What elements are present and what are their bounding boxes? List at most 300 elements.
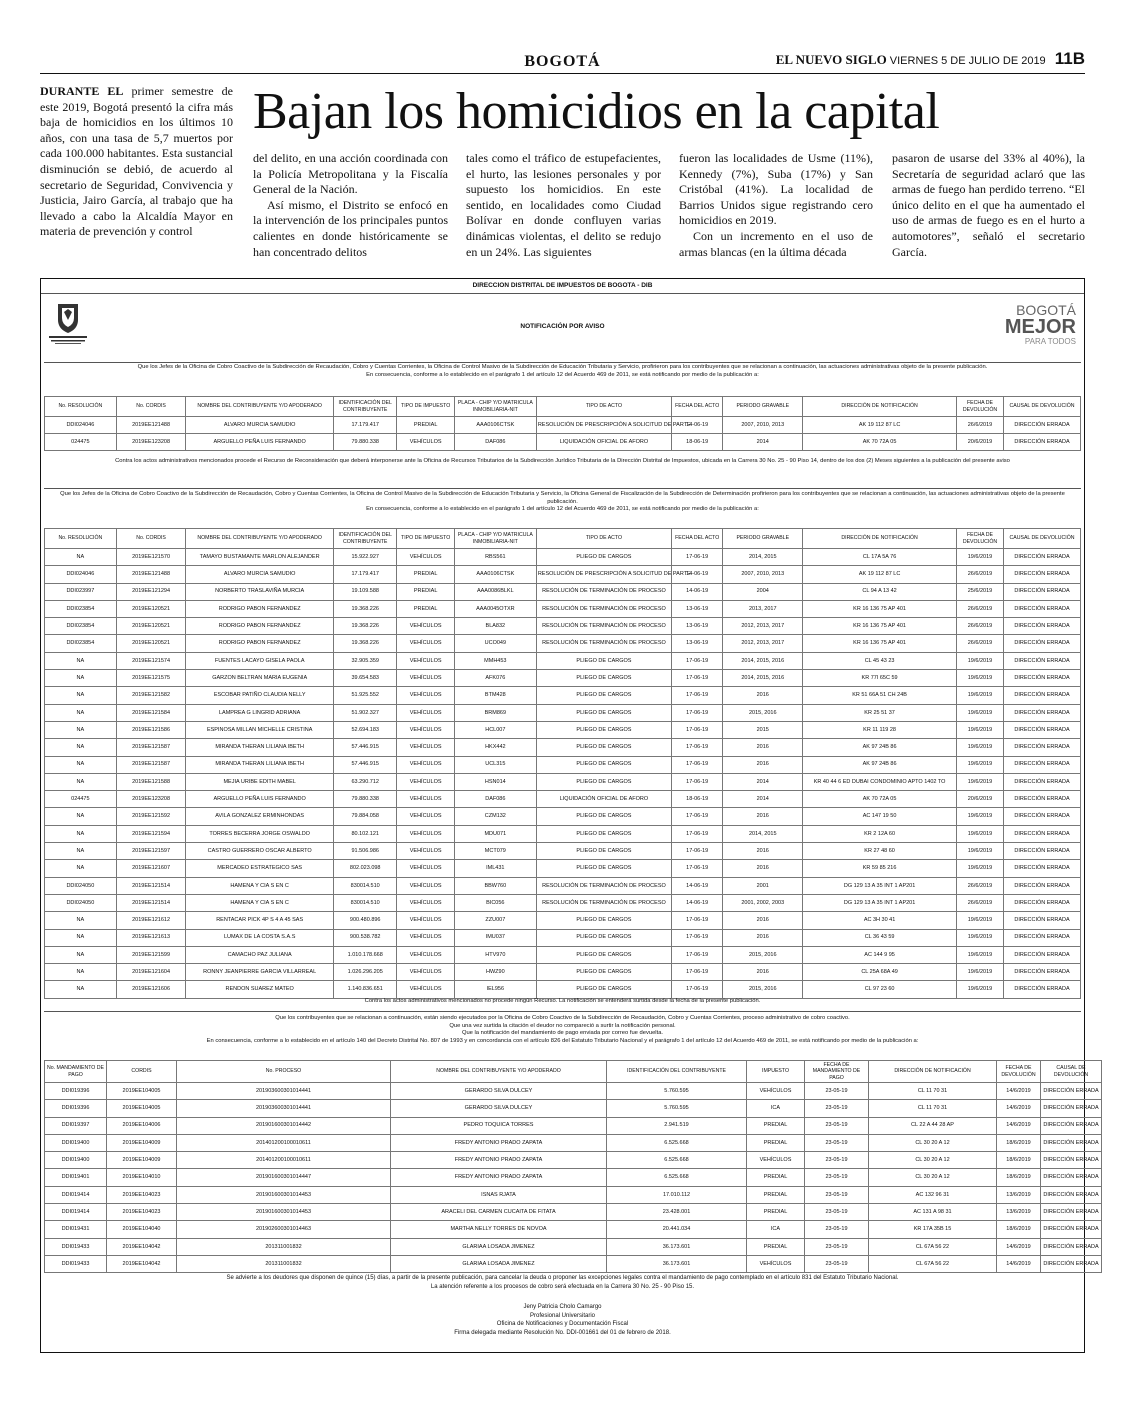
table-cell: PLIEGO DE CARGOS: [536, 929, 671, 946]
logo-line-1: BOGOTÁ: [1016, 302, 1076, 318]
table-cell: 2014: [723, 791, 803, 808]
table-cell: VEHÍCULOS: [397, 929, 454, 946]
table-cell: HTV970: [454, 946, 536, 963]
table-cell: 51.902.327: [333, 704, 397, 721]
table-cell: DIRECCIÓN ERRADA: [1004, 739, 1081, 756]
table-cell: NA: [45, 929, 117, 946]
table-cell: 2016: [723, 860, 803, 877]
table-cell: 2016: [723, 739, 803, 756]
table-cell: PEDRO TOQUICA TORRES: [391, 1117, 607, 1134]
table-cell: DIRECCIÓN ERRADA: [1004, 912, 1081, 929]
table-cell: 6.525.668: [607, 1134, 747, 1151]
table-cell: 18/6/2019: [997, 1152, 1041, 1169]
table-cell: 23-05-19: [805, 1204, 869, 1221]
table-cell: DIRECCIÓN ERRADA: [1041, 1221, 1102, 1238]
table-cell: 23-05-19: [805, 1238, 869, 1255]
paper-name: EL NUEVO SIGLO: [775, 52, 887, 67]
table-cell: 20.441.034: [607, 1221, 747, 1238]
footer-1: Se advierte a los deudores que disponen de quince (15) días, a partir de la presente publicación, para cancelar la deuda o proponer las excepciones legales contra el mandamiento de pago contemplado en el artículo 831 del Estatuto Tributario Nacional.: [226, 1275, 899, 1281]
table-cell: VEHÍCULOS: [397, 808, 454, 825]
table-cell: PLIEGO DE CARGOS: [536, 808, 671, 825]
table-cell: DIRECCIÓN ERRADA: [1041, 1255, 1102, 1272]
table-cell: DIRECCIÓN ERRADA: [1004, 964, 1081, 981]
article-col-4: [679, 151, 873, 260]
table-cell: 18/6/2019: [997, 1169, 1041, 1186]
table-cell: RODRIGO PABON FERNANDEZ: [186, 618, 334, 635]
table-cell: AFK076: [454, 670, 536, 687]
column-header: IMPUESTO: [747, 1061, 805, 1083]
table-cell: VEHÍCULOS: [397, 843, 454, 860]
table-cell: VEHÍCULOS: [397, 687, 454, 704]
table-cell: CAMACHO PAZ JULIANA: [186, 946, 334, 963]
table-cell: DIRECCIÓN ERRADA: [1004, 825, 1081, 842]
table-row: [45, 704, 1081, 721]
table-cell: RODRIGO PABON FERNANDEZ: [186, 635, 334, 652]
table-cell: DIRECCIÓN ERRADA: [1041, 1238, 1102, 1255]
table-cell: 2016: [723, 912, 803, 929]
table-cell: 2019EE120521: [116, 600, 186, 617]
column-header: NOMBRE DEL CONTRIBUYENTE Y/O APODERADO: [391, 1061, 607, 1083]
table-cell: 17-06-19: [672, 549, 723, 566]
table-cell: RESOLUCIÓN DE PRESCRIPCIÓN A SOLICITUD DE PARTE: [536, 566, 671, 583]
table-cell: 2007, 2010, 2013: [723, 417, 803, 434]
table-cell: KR 77I 65C 59: [803, 670, 957, 687]
table-cell: CZM132: [454, 808, 536, 825]
table-cell: 2019EE104006: [107, 1117, 177, 1134]
table-cell: DDI024050: [45, 877, 117, 894]
table-cell: KR 40 44 6 ED DUBAI CONDOMINIO APTO 1402 TO: [803, 773, 957, 790]
table-cell: 14-06-19: [672, 583, 723, 600]
signature-block: [41, 1303, 1084, 1337]
table-cell: FREDY ANTONIO PRADO ZAPATA: [391, 1169, 607, 1186]
table-cell: ARACELI DEL CARMEN CUCAITA DE FITATA: [391, 1204, 607, 1221]
table-cell: 2013, 2017: [723, 600, 803, 617]
table-cell: PLIEGO DE CARGOS: [536, 549, 671, 566]
table-cell: 19/6/2019: [956, 964, 1003, 981]
table-cell: 17-06-19: [672, 860, 723, 877]
table-cell: 1.140.836.651: [333, 981, 397, 998]
table-cell: RONNY JEANPIERRE GARCIA VILLARREAL: [186, 964, 334, 981]
table-cell: DIRECCIÓN ERRADA: [1041, 1100, 1102, 1117]
col2-p1: del delito, en una acción coordinada con la Policía Metropolitana y la Fiscalía General de la Nación.: [253, 151, 448, 197]
table-cell: PLIEGO DE CARGOS: [536, 704, 671, 721]
table-cell: DDI023854: [45, 635, 117, 652]
intro-2: [45, 491, 1080, 514]
table-cell: CASTRO GUERRERO OSCAR ALBERTO: [186, 843, 334, 860]
table-cell: 6.525.668: [607, 1169, 747, 1186]
table-cell: AC 144 9 95: [803, 946, 957, 963]
table-cell: VEHÍCULOS: [747, 1152, 805, 1169]
table-row: [45, 877, 1081, 894]
table-cell: UCL315: [454, 756, 536, 773]
table-cell: PREDIAL: [747, 1204, 805, 1221]
table-cell: 23-05-19: [805, 1169, 869, 1186]
table-cell: DDI019431: [45, 1221, 107, 1238]
table-cell: 2014: [723, 434, 803, 451]
table-cell: 19/6/2019: [956, 652, 1003, 669]
column-header: PLACA - CHIP Y/O MATRICULA INMOBILIARIA-NIT: [454, 397, 536, 417]
table-row: [45, 1238, 1102, 1255]
table-cell: 57.446.915: [333, 756, 397, 773]
column-header: FECHA DEL ACTO: [672, 397, 723, 417]
table-cell: CL 25A 68A 49: [803, 964, 957, 981]
table-row: [45, 946, 1081, 963]
column-header: PERIODO GRAVABLE: [723, 529, 803, 549]
table-cell: IEL956: [454, 981, 536, 998]
table-cell: PREDIAL: [747, 1117, 805, 1134]
table-cell: FREDY ANTONIO PRADO ZAPATA: [391, 1152, 607, 1169]
column-header: NOMBRE DEL CONTRIBUYENTE Y/O APODERADO: [186, 529, 334, 549]
table-cell: PREDIAL: [397, 566, 454, 583]
column-header: DIRECCIÓN DE NOTIFICACIÓN: [803, 529, 957, 549]
table-mandamientos: [44, 1060, 1102, 1273]
table-cell: DIRECCIÓN ERRADA: [1004, 549, 1081, 566]
table-cell: 2019EE121514: [116, 894, 186, 911]
table-cell: 6.525.668: [607, 1152, 747, 1169]
intro-3a-text: Que los contribuyentes que se relacionan a continuación, están siendo ejecutados por la Oficina de Cobro Coactivo de la Subdirección de Recaudación, Cobro y Cuentas Corrientes, proceso administrativo de cobro coactivo.: [275, 1015, 850, 1021]
divider: [44, 362, 1081, 363]
table-cell: FUENTES LACAYO GISELA PAOLA: [186, 652, 334, 669]
table-cell: CL 30 20 A 12: [869, 1134, 997, 1151]
table-row: [45, 825, 1081, 842]
table-cell: VEHÍCULOS: [397, 894, 454, 911]
table-cell: VEHÍCULOS: [397, 877, 454, 894]
table-cell: PREDIAL: [747, 1169, 805, 1186]
table-cell: 17-06-19: [672, 670, 723, 687]
col5-text: pasaron de usarse del 33% al 40%), la Secretaría de seguridad aclaró que las armas de fuego han perdido terreno. “El único delito en el que ha aumentado el uso de armas de fuego es en el hurto a automotores”, señaló el secretario García.: [892, 151, 1085, 259]
column-header: No. CORDIS: [116, 397, 186, 417]
column-header: IDENTIFICACIÓN DEL CONTRIBUYENTE: [333, 529, 397, 549]
table-cell: AK 97 24B 86: [803, 756, 957, 773]
table-cell: VEHÍCULOS: [747, 1083, 805, 1100]
table-cell: 201903600301014441: [177, 1100, 391, 1117]
table-cell: 5.760.595: [607, 1083, 747, 1100]
table-row: [45, 635, 1081, 652]
table-cell: KR 16 136 75 AP 401: [803, 600, 957, 617]
table-cell: 2016: [723, 808, 803, 825]
table-cell: PREDIAL: [747, 1186, 805, 1203]
table-cell: VEHÍCULOS: [397, 912, 454, 929]
table-cell: HWZ90: [454, 964, 536, 981]
table-cell: RBS561: [454, 549, 536, 566]
table-cell: 18-06-19: [672, 791, 723, 808]
table-cell: 17-06-19: [672, 912, 723, 929]
table-cell: CL 94 A 13 42: [803, 583, 957, 600]
column-header: TIPO DE IMPUESTO: [397, 529, 454, 549]
table-cell: 2019EE121612: [116, 912, 186, 929]
table-cell: PREDIAL: [397, 417, 454, 434]
table-cell: 2019EE104010: [107, 1169, 177, 1186]
table-cell: DIRECCIÓN ERRADA: [1004, 566, 1081, 583]
table-row: [45, 1255, 1102, 1272]
headline: Bajan los homicidios en la capital: [253, 83, 940, 140]
conseq-2-text: En consecuencia, conforme a lo establecido en el parágrafo 1 del artículo 12 del Acuerdo 469 de 2011, se está notificando por medio de la publicación a:: [366, 506, 759, 512]
table-row: [45, 1100, 1102, 1117]
table-cell: MMH453: [454, 652, 536, 669]
table-cell: 2019EE104042: [107, 1238, 177, 1255]
table-cell: PLIEGO DE CARGOS: [536, 670, 671, 687]
table-cell: 26/6/2019: [956, 877, 1003, 894]
table-cell: NA: [45, 652, 117, 669]
table-cell: RESOLUCIÓN DE TERMINACIÓN DE PROCESO: [536, 635, 671, 652]
table-cell: AC 147 19 50: [803, 808, 957, 825]
table-cell: NA: [45, 964, 117, 981]
table-cell: 802.023.098: [333, 860, 397, 877]
table-row: [45, 1221, 1102, 1238]
table-cell: CL 67A 56 22: [869, 1238, 997, 1255]
table-cell: DIRECCIÓN ERRADA: [1004, 929, 1081, 946]
table-cell: AAA0106CTSK: [454, 417, 536, 434]
table-row: [45, 1117, 1102, 1134]
table-cell: DG 129 13 A 35 INT 1 AP201: [803, 894, 957, 911]
table-cell: 15.922.927: [333, 549, 397, 566]
table-cell: 2019EE121582: [116, 687, 186, 704]
table-cell: 13-06-19: [672, 635, 723, 652]
table-cell: 17-06-19: [672, 773, 723, 790]
table-cell: NA: [45, 825, 117, 842]
table-cell: 13-06-19: [672, 618, 723, 635]
table-cell: AK 70 72A 05: [803, 791, 957, 808]
table-cell: 2004: [723, 583, 803, 600]
intro-3: [45, 1015, 1080, 1045]
table-cell: 2019EE121584: [116, 704, 186, 721]
footer-2: La atención referente a los procesos de cobro será efectuada en la Carrera 30 No. 25 - 90 Piso 15.: [430, 1283, 695, 1290]
footer-notes: [41, 1274, 1084, 1291]
table-cell: 26/6/2019: [956, 566, 1003, 583]
table-cell: MIRANDA THERAN LILIANA IBETH: [186, 756, 334, 773]
column-header: FECHA DE DEVOLUCIÓN: [956, 529, 1003, 549]
table-cell: 2019EE120521: [116, 618, 186, 635]
table-cell: 2019EE123208: [116, 434, 186, 451]
table-cell: VEHÍCULOS: [397, 635, 454, 652]
intro-2-text: Que los Jefes de la Oficina de Cobro Coactivo de la Subdirección de Recaudación, Cobro y Cuentas Corrientes, la Oficina de Control Masivo de la Subdirección de Educación Tributaria y Servicio, la Oficina General de Fiscalización de la Subdirección de Determinación profirieron para los contribuyentes que se relacionan a continuación, las actuaciones administrativas objeto de la presente publicación.: [60, 491, 1065, 505]
table-cell: VEHÍCULOS: [397, 791, 454, 808]
table-cell: 19.368.226: [333, 600, 397, 617]
table-acts-2: [44, 528, 1081, 999]
table-cell: 80.102.121: [333, 825, 397, 842]
table-cell: ZZU007: [454, 912, 536, 929]
table-cell: 2019EE121592: [116, 808, 186, 825]
table-cell: MDU071: [454, 825, 536, 842]
table-cell: 2019EE121488: [116, 566, 186, 583]
table-cell: ESPINOSA MILLAN MICHELLE CRISTINA: [186, 721, 334, 738]
table-cell: 18-06-19: [672, 434, 723, 451]
table-row: [45, 1134, 1102, 1151]
table-cell: 14/6/2019: [997, 1083, 1041, 1100]
table-cell: ESCOBAR PATIÑO CLAUDIA NELLY: [186, 687, 334, 704]
table-cell: RENTACAR PICK 4P S 4 A 45 SAS: [186, 912, 334, 929]
table-cell: RESOLUCIÓN DE TERMINACIÓN DE PROCESO: [536, 894, 671, 911]
table-cell: ICA: [747, 1100, 805, 1117]
table-cell: CL 11 70 31: [869, 1100, 997, 1117]
table-cell: PREDIAL: [747, 1134, 805, 1151]
table-row: [45, 549, 1081, 566]
table-cell: 14-06-19: [672, 877, 723, 894]
column-header: No. PROCESO: [177, 1061, 391, 1083]
table-cell: DDI019414: [45, 1186, 107, 1203]
table-cell: 2014, 2015, 2016: [723, 670, 803, 687]
table-cell: 17-06-19: [672, 739, 723, 756]
table-cell: DDI024046: [45, 566, 117, 583]
table-cell: NA: [45, 860, 117, 877]
signer-office: Oficina de Notificaciones y Documentación Fiscal: [496, 1321, 629, 1327]
table-cell: DIRECCIÓN ERRADA: [1004, 981, 1081, 998]
table-cell: 2007, 2010, 2013: [723, 566, 803, 583]
table-cell: DIRECCIÓN ERRADA: [1004, 670, 1081, 687]
table-cell: 2014, 2015, 2016: [723, 652, 803, 669]
table-cell: 23-05-19: [805, 1134, 869, 1151]
table-cell: 17-06-19: [672, 825, 723, 842]
table-cell: 19/6/2019: [956, 549, 1003, 566]
table-cell: 2015, 2016: [723, 704, 803, 721]
table-cell: 2015, 2016: [723, 946, 803, 963]
table-row: [45, 566, 1081, 583]
table-cell: RESOLUCIÓN DE PRESCRIPCIÓN A SOLICITUD DE PARTE: [536, 417, 671, 434]
table-cell: 23-05-19: [805, 1255, 869, 1272]
table-cell: DIRECCIÓN ERRADA: [1004, 946, 1081, 963]
table-cell: PLIEGO DE CARGOS: [536, 912, 671, 929]
table-cell: LUMAX DE LA COSTA S.A.S: [186, 929, 334, 946]
table-cell: 2019EE121294: [116, 583, 186, 600]
table-cell: 2019EE121607: [116, 860, 186, 877]
table-cell: LAMPREA G LINGRID ADRIANA: [186, 704, 334, 721]
table-cell: 19/6/2019: [956, 860, 1003, 877]
table-cell: AC 3H 30 41: [803, 912, 957, 929]
table-cell: 17-06-19: [672, 704, 723, 721]
table-cell: DIRECCIÓN ERRADA: [1004, 652, 1081, 669]
article-col-5: [892, 151, 1085, 260]
table-cell: 17-06-19: [672, 843, 723, 860]
table-cell: 2019EE121604: [116, 964, 186, 981]
table-cell: 2019EE104040: [107, 1221, 177, 1238]
table-cell: 19/6/2019: [956, 808, 1003, 825]
col2-p2: Así mismo, el Distrito se enfocó en la intervención de los principales puntos calientes en donde históricamente se han concentrado delitos: [253, 197, 448, 259]
table-cell: 20/6/2019: [956, 434, 1003, 451]
column-header: FECHA DEL ACTO: [672, 529, 723, 549]
table-cell: 23-05-19: [805, 1152, 869, 1169]
table-cell: AK 19 112 87 LC: [803, 417, 957, 434]
table-cell: KR 17A 35B 15: [869, 1221, 997, 1238]
table-cell: IMU037: [454, 929, 536, 946]
divider: [44, 488, 1081, 489]
column-header: PLACA - CHIP Y/O MATRICULA INMOBILIARIA-NIT: [454, 529, 536, 549]
notice-header: DIRECCION DISTRITAL DE IMPUESTOS DE BOGOTA - DIB: [41, 279, 1084, 294]
table-cell: 830014.510: [333, 877, 397, 894]
table-header-row: [45, 529, 1081, 549]
table-cell: 2019EE121574: [116, 652, 186, 669]
table-cell: VEHÍCULOS: [397, 549, 454, 566]
table-cell: 19.109.588: [333, 583, 397, 600]
table-cell: PLIEGO DE CARGOS: [536, 825, 671, 842]
table-row: [45, 417, 1081, 434]
intro-1-text: Que los Jefes de la Oficina de Cobro Coactivo de la Subdirección de Recaudación, Cobro y Cuentas Corrientes, la Oficina de Control Masivo de la Subdirección de Educación Tributaria y Servicio, profirieron para los contribuyentes que se relacionan a continuación, las actuaciones administrativas objeto de la presente publicación.: [137, 364, 988, 370]
table-cell: CL 30 20 A 12: [869, 1152, 997, 1169]
col3-text: tales como el tráfico de estupefacientes, el hurto, las lesiones personales y por supuesto los homicidios. En este sentido, en localidades como Ciudad Bolívar en donde confluyen varias dinámicas violentas, el delito se redujo en un 24%. Las siguientes: [466, 151, 661, 259]
table-cell: FREDY ANTONIO PRADO ZAPATA: [391, 1134, 607, 1151]
table-cell: VEHÍCULOS: [397, 773, 454, 790]
table-cell: PLIEGO DE CARGOS: [536, 739, 671, 756]
table-cell: 2019EE120521: [116, 635, 186, 652]
table-cell: AAA0106CTSK: [454, 566, 536, 583]
column-header: DIRECCIÓN DE NOTIFICACIÓN: [869, 1061, 997, 1083]
table-cell: NA: [45, 721, 117, 738]
column-header: TIPO DE ACTO: [536, 529, 671, 549]
table-row: [45, 687, 1081, 704]
table-cell: PLIEGO DE CARGOS: [536, 843, 671, 860]
table-cell: 23-05-19: [805, 1186, 869, 1203]
table-cell: DDI019401: [45, 1169, 107, 1186]
table-row: [45, 1186, 1102, 1203]
table-cell: VEHÍCULOS: [397, 434, 454, 451]
table-cell: DIRECCIÓN ERRADA: [1041, 1204, 1102, 1221]
table-cell: DDI023854: [45, 600, 117, 617]
column-header: CAUSAL DE DEVOLUCIÓN: [1041, 1061, 1102, 1083]
table-cell: DIRECCIÓN ERRADA: [1004, 773, 1081, 790]
table-cell: 17-06-19: [672, 652, 723, 669]
table-row: [45, 1204, 1102, 1221]
table-cell: 79.880.338: [333, 434, 397, 451]
table-cell: 19/6/2019: [956, 704, 1003, 721]
table-cell: CL 11 70 31: [869, 1083, 997, 1100]
table-cell: KR 51 66A 51 CH 24B: [803, 687, 957, 704]
table-cell: GLARIAA LOSADA JIMENEZ: [391, 1255, 607, 1272]
table-cell: BIC056: [454, 894, 536, 911]
column-header: No. MANDAMIENTO DE PAGO: [45, 1061, 107, 1083]
table-cell: DIRECCIÓN ERRADA: [1004, 791, 1081, 808]
table-cell: 19/6/2019: [956, 912, 1003, 929]
table-cell: CL 30 20 A 12: [869, 1169, 997, 1186]
table-cell: DIRECCIÓN ERRADA: [1041, 1083, 1102, 1100]
table-cell: CL 22 A 44 28 AP: [869, 1117, 997, 1134]
table-cell: ISNAS RJATA: [391, 1186, 607, 1203]
table-cell: RODRIGO PABON FERNANDEZ: [186, 600, 334, 617]
table-cell: 2019EE121588: [116, 773, 186, 790]
table-cell: DDI019396: [45, 1083, 107, 1100]
table-cell: VEHÍCULOS: [397, 981, 454, 998]
table-cell: DIRECCIÓN ERRADA: [1041, 1152, 1102, 1169]
table-row: [45, 808, 1081, 825]
column-header: FECHA DE DEVOLUCIÓN: [956, 397, 1003, 417]
table-cell: NA: [45, 843, 117, 860]
table-cell: 17-06-19: [672, 964, 723, 981]
table-cell: NA: [45, 704, 117, 721]
table-row: [45, 860, 1081, 877]
table-cell: 14/6/2019: [997, 1100, 1041, 1117]
table-cell: AVILA GONZALEZ ERMINHONDAS: [186, 808, 334, 825]
table-cell: 26/6/2019: [956, 600, 1003, 617]
table-cell: DG 129 13 A 35 INT 1 AP201: [803, 877, 957, 894]
table-cell: HSN014: [454, 773, 536, 790]
table-cell: NA: [45, 549, 117, 566]
col4-p1: fueron las localidades de Usme (11%), Kennedy (7%), Suba (17%) y San Cristóbal (41%). La localidad de Barrios Unidos sigue registrando cero homicidios en 2019.: [679, 151, 873, 228]
table-cell: VEHÍCULOS: [397, 721, 454, 738]
intro-3c-text: Que la notificación del mandamiento de pago enviada por correo fue devuelta.: [461, 1030, 664, 1036]
table-cell: GERARDO SILVA DULCEY: [391, 1083, 607, 1100]
table-cell: DIRECCIÓN ERRADA: [1004, 704, 1081, 721]
table-cell: MARTHA NELLY TORRES DE NOVOA: [391, 1221, 607, 1238]
table-cell: CL 67A 56 22: [869, 1255, 997, 1272]
tax-notice: [40, 278, 1099, 1353]
column-header: CAUSAL DE DEVOLUCIÓN: [1004, 529, 1081, 549]
table-row: [45, 756, 1081, 773]
table-cell: 2019EE121594: [116, 825, 186, 842]
conseq-3-text: En consecuencia, conforme a lo establecido en el artículo 140 del Decreto Distrital No. 807 de 1993 y en concordancia con el artículo 826 del Estatuto Tributario Nacional y el parágrafo 1 del artículo 12 del Acuerdo 469 de 2011, se está notificando por medio de la publicación a:: [206, 1037, 919, 1044]
table-cell: PLIEGO DE CARGOS: [536, 946, 671, 963]
table-cell: DIRECCIÓN ERRADA: [1004, 434, 1081, 451]
column-header: No. RESOLUCIÓN: [45, 529, 117, 549]
table-cell: PREDIAL: [397, 583, 454, 600]
table-cell: DIRECCIÓN ERRADA: [1041, 1169, 1102, 1186]
